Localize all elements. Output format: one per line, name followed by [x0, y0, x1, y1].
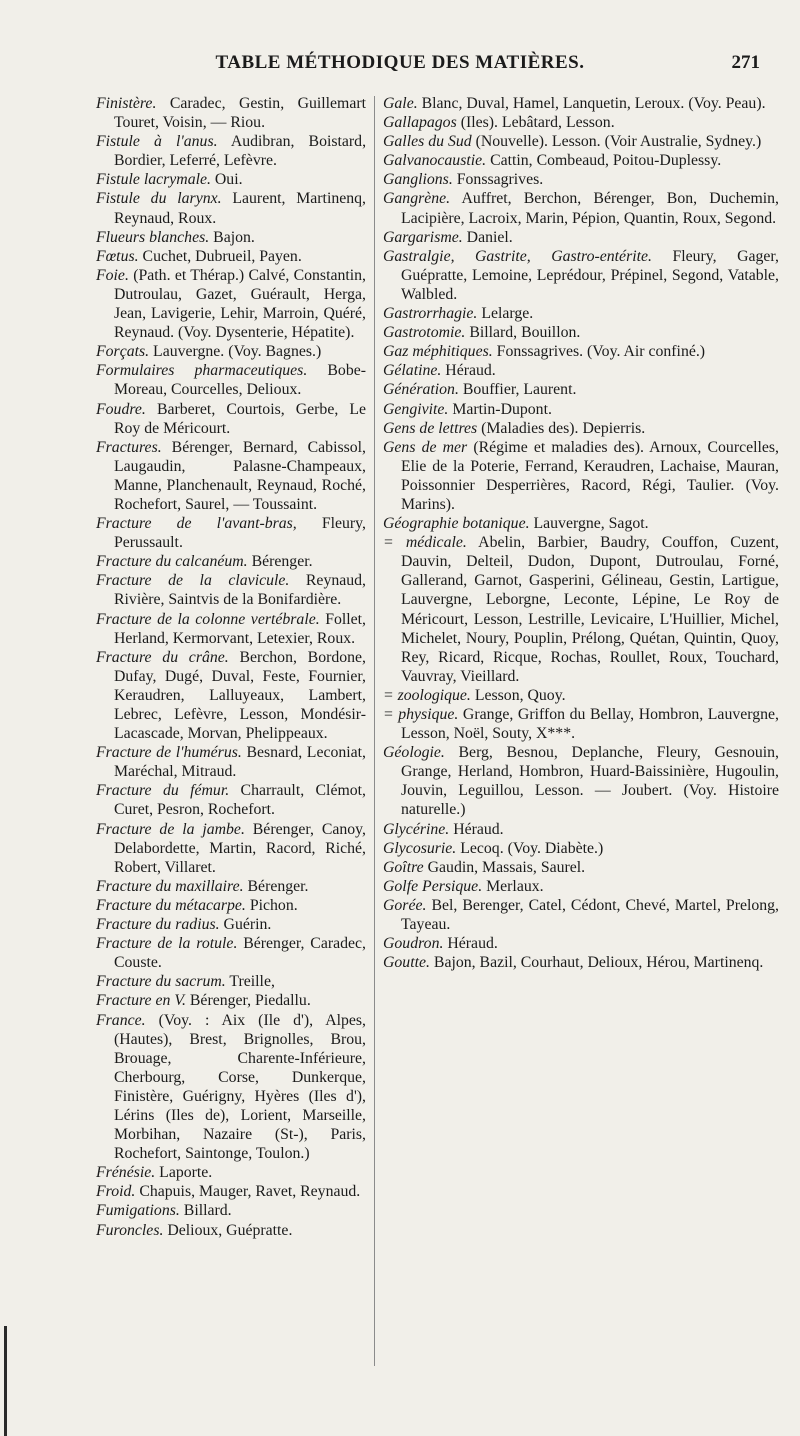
index-entry — [96, 342, 366, 361]
index-term: Fistule à l'anus. — [96, 133, 218, 151]
index-entry — [96, 266, 366, 342]
index-authors: Follet, Herland, Kermorvant, Letexier, Roux. — [114, 610, 366, 647]
index-term: Galvanocaustie. — [383, 152, 487, 170]
index-entry — [96, 877, 366, 896]
index-entry — [96, 1011, 366, 1164]
column-divider — [374, 96, 375, 1366]
right-column — [383, 94, 779, 972]
index-authors: Lauvergne. (Voy. Bagnes.) — [153, 343, 322, 361]
index-term: Finistère. — [96, 95, 157, 112]
index-authors: Abelin, Barbier, Baudry, Couffon, Cuzent, Dauvin, Delteil, Dudon, Dupont, Dutroulau, Forné, Gallerand, Garnot, Gasperini, Gélineau, Gestin, Lartigue, Lauvergne, Leborgne, Leconte, Lépine, Le Roy de Méricourt, Lesson, Lestrille, Levicaire, L'Huillier, Michel, Michelet, Noury, Pouplin, Prélong, Quétan, Quintin, Quoy, Rey, Ricard, Ricque, Rochas, Roullet, Roux, Touchard, Vauvray, Vieillard. — [401, 534, 779, 685]
index-authors: Lelarge. — [481, 305, 534, 323]
index-authors: Bel, Berenger, Catel, Cédont, Chevé, Martel, Prelong, Tayeau. — [401, 896, 780, 934]
index-entry — [383, 514, 779, 533]
index-entry — [383, 896, 779, 934]
index-entry — [383, 94, 779, 113]
index-entry — [96, 915, 366, 934]
index-authors: Reynaud, Rivière, Saintvis de la Bonifardière. — [114, 572, 366, 609]
index-entry — [383, 953, 779, 972]
index-entry — [383, 743, 779, 819]
index-entry — [383, 113, 779, 132]
index-authors: Bérenger, Piedallu. — [189, 992, 311, 1010]
index-entry — [96, 228, 366, 247]
index-authors: Héraud. — [447, 935, 498, 953]
index-term: Flueurs blanches. — [96, 228, 210, 246]
index-entry — [96, 247, 366, 266]
index-term: Furoncles. — [96, 1221, 164, 1239]
index-entry — [96, 170, 366, 189]
index-authors: Berchon, Bordone, Dufay, Dugé, Duval, Feste, Fournier, Keraudren, Lalluyeaux, Lambert, Lebrec, Lefèvre, Lesson, Mondésir-Lacascade, Morvan, Phelippeaux. — [114, 648, 367, 743]
index-entry — [96, 571, 366, 609]
index-authors: (Nouvelle). Lesson. (Voir Australie, Sydney.) — [475, 133, 762, 151]
index-entry — [383, 132, 779, 151]
index-term: Fracture du maxillaire. — [96, 877, 244, 895]
index-authors: Fleury, Gager, Guépratte, Lemoine, Leprédour, Prépinel, Segond, Vatable, Walbled. — [401, 247, 779, 303]
index-authors: Héraud. — [453, 820, 504, 838]
index-entry — [96, 610, 366, 648]
index-entry — [96, 820, 366, 877]
index-entry — [96, 552, 366, 571]
index-entry — [383, 380, 779, 399]
index-authors: Gaudin, Massais, Saurel. — [427, 858, 586, 876]
index-term: Galles du Sud — [383, 133, 472, 151]
index-term: Fracture de la clavicule. — [96, 572, 290, 590]
index-entry — [96, 400, 366, 438]
index-entry — [96, 514, 366, 552]
index-term: Foudre. — [96, 400, 146, 418]
index-authors: Besnard, Leconiat, Maréchal, Mitraud. — [114, 744, 367, 781]
index-authors: Daniel. — [466, 228, 513, 246]
index-term: Glycérine. — [383, 820, 450, 838]
index-authors: Auffret, Berchon, Bérenger, Bon, Duchemin, Lacipière, Lacroix, Marin, Pépion, Quantin, Roux, Segond. — [401, 190, 780, 227]
index-authors: (Path. et Thérap.) Calvé, Constantin, Dutroulau, Gazet, Guérault, Herga, Jean, Lavigerie, Lehir, Marroin, Quéré, Reynaud. (Voy. Dysenterie, Hépatite). — [114, 266, 366, 342]
index-term: Fracture du radius. — [96, 916, 220, 934]
index-term: = physique. — [383, 706, 459, 723]
index-entry — [383, 686, 779, 705]
running-head — [0, 52, 800, 82]
index-term: Froid. — [96, 1183, 136, 1201]
index-entry — [96, 94, 366, 132]
index-entry — [383, 705, 779, 743]
index-authors: Billard. — [183, 1202, 232, 1220]
index-authors: Lauvergne, Sagot. — [533, 515, 649, 533]
index-entry — [383, 170, 779, 189]
index-entry — [383, 323, 779, 342]
index-term: Géologie. — [383, 744, 445, 762]
index-entry — [383, 247, 779, 304]
index-entry — [383, 820, 779, 839]
index-term: Gorée. — [383, 896, 427, 914]
index-entry — [383, 361, 779, 380]
index-term: = zoologique. — [383, 686, 471, 704]
index-term: Goître — [383, 858, 424, 876]
index-authors: Grange, Griffon du Bellay, Hombron, Lauvergne, Lesson, Noël, Souty, X***. — [401, 706, 779, 743]
page-number: 271 — [731, 52, 760, 73]
index-authors: Audibran, Boistard, Bordier, Leferré, Lefèvre. — [114, 133, 367, 170]
index-term: Fracture de l'humérus. — [96, 744, 242, 762]
index-authors: Bajon. — [213, 228, 255, 246]
index-authors: Bouffier, Laurent. — [462, 381, 577, 399]
index-authors: Barberet, Courtois, Gerbe, Le Roy de Méricourt. — [114, 400, 366, 437]
index-entry — [96, 991, 366, 1010]
index-authors: Bajon, Bazil, Courhaut, Delioux, Hérou, Martinenq. — [433, 954, 764, 972]
index-entry — [383, 877, 779, 896]
index-entry — [383, 839, 779, 858]
index-entry — [96, 743, 366, 781]
index-entry — [383, 151, 779, 170]
index-authors: (Voy. : Aix (Ile d'), Alpes, (Hautes), Brest, Brignolles, Brou, Brouage, Charente-Inférieure, Cherbourg, Corse, Dunkerque, Finistère, Guérigny, Hyères (Iles d'), Lérins (Iles de), Lorient, Marseille, Morbihan, Nazaire (St-), Paris, Rochefort, Saintonge, Toulon.) — [114, 1011, 366, 1163]
index-term: Fracture de la rotule. — [96, 935, 238, 953]
index-term: Fracture de la jambe. — [96, 820, 245, 838]
index-term: Goudron. — [383, 935, 444, 953]
index-term: Gale. — [383, 95, 418, 112]
index-authors: Fleury, Perussault. — [114, 515, 366, 552]
index-term: Gastrotomie. — [383, 324, 466, 342]
index-term: Fracture de la colonne vertébrale. — [96, 610, 320, 628]
index-term: Gastrorrhagie. — [383, 305, 478, 323]
index-term: Fracture du calcanéum. — [96, 553, 248, 571]
index-term: Frénésie. — [96, 1164, 156, 1182]
index-entry — [383, 858, 779, 877]
index-entry — [383, 400, 779, 419]
index-authors: Caradec, Gestin, Guillemart Touret, Voisin, — Riou. — [114, 95, 367, 132]
index-term: Gélatine. — [383, 362, 442, 380]
index-authors: Laurent, Martinenq, Reynaud, Roux. — [114, 190, 366, 227]
index-term: Forçats. — [96, 343, 150, 361]
index-authors: Bérenger, Caradec, Couste. — [114, 935, 366, 972]
index-authors: Cattin, Combeaud, Poitou-Duplessy. — [490, 152, 722, 170]
index-term: Gallapagos — [383, 114, 457, 132]
index-term: Gengivite. — [383, 400, 449, 418]
index-authors: Billard, Bouillon. — [469, 324, 581, 342]
index-term: Fistule lacrymale. — [96, 171, 211, 189]
index-term: Goutte. — [383, 954, 430, 972]
index-authors: Cuchet, Dubrueil, Payen. — [142, 247, 302, 265]
index-authors: Laporte. — [159, 1164, 213, 1182]
index-term: Gens de lettres — [383, 419, 478, 437]
index-term: Golfe Persique. — [383, 877, 483, 895]
index-term: = médicale. — [383, 534, 467, 552]
index-authors: Treille, — [229, 973, 275, 991]
index-authors: Lecoq. (Voy. Diabète.) — [460, 839, 604, 857]
index-authors: Fonssagrives. — [456, 171, 544, 189]
index-entry — [96, 438, 366, 514]
index-entry — [383, 304, 779, 323]
index-term: Fœtus. — [96, 247, 139, 265]
index-authors: (Régime et maladies des). Arnoux, Courcelles, Elie de la Poterie, Ferrand, Keraudren, Lachaise, Mauran, Poissonnier Desperrières, Racord, Régi, Taulier. (Voy. Marins). — [401, 438, 780, 513]
index-authors: Berg, Besnou, Deplanche, Fleury, Gesnouin, Grange, Herland, Hombron, Huard-Baissinière, Hugoulin, Jouvin, Leguillou, Lesson. — Joubert. (Voy. Histoire naturelle.) — [401, 744, 779, 819]
index-term: Génération. — [383, 381, 459, 399]
index-term: Fracture du métacarpe. — [96, 896, 246, 914]
index-authors: Guérin. — [223, 916, 272, 934]
index-entry — [383, 419, 779, 438]
page-title: TABLE MÉTHODIQUE DES MATIÈRES. — [215, 52, 585, 73]
index-term: Foie. — [96, 266, 129, 284]
index-term: Fistule du larynx. — [96, 190, 222, 208]
index-authors: (Iles). Lebâtard, Lesson. — [460, 114, 615, 132]
index-entry — [383, 533, 779, 686]
index-term: Fracture en V. — [96, 992, 186, 1010]
index-authors: Pichon. — [249, 896, 298, 914]
left-column — [96, 94, 366, 1240]
index-authors: Bobe-Moreau, Courcelles, Delioux. — [114, 362, 366, 399]
index-term: Fracture du fémur. — [96, 782, 230, 800]
index-term: Gangrène. — [383, 190, 451, 208]
index-entry — [96, 648, 366, 743]
index-authors: Blanc, Duval, Hamel, Lanquetin, Leroux. (Voy. Peau). — [421, 95, 766, 112]
index-authors: Chapuis, Mauger, Ravet, Reynaud. — [139, 1183, 361, 1201]
index-authors: Lesson, Quoy. — [474, 686, 566, 704]
index-term: Fracture du crâne. — [96, 648, 229, 666]
index-term: Fracture du sacrum. — [96, 973, 226, 991]
index-entry — [96, 934, 366, 972]
index-entry — [383, 934, 779, 953]
index-authors: Delioux, Guépratte. — [167, 1221, 293, 1239]
index-term: Gaz méphitiques. — [383, 343, 493, 361]
index-entry — [96, 1182, 366, 1201]
index-entry — [96, 896, 366, 915]
index-authors: Bérenger. — [251, 553, 313, 571]
index-entry — [96, 972, 366, 991]
index-entry — [96, 1163, 366, 1182]
index-term: Gens de mer — [383, 438, 468, 456]
index-term: France. — [96, 1011, 146, 1029]
index-entry — [96, 1201, 366, 1220]
index-term: Ganglions. — [383, 171, 453, 189]
index-entry — [383, 342, 779, 361]
index-authors: Merlaux. — [486, 877, 544, 895]
index-term: Fractures. — [96, 438, 162, 456]
page-edge-mark — [4, 1326, 7, 1436]
index-entry — [383, 438, 779, 514]
index-entry — [383, 189, 779, 227]
index-entry — [96, 1221, 366, 1240]
index-authors: Héraud. — [445, 362, 496, 380]
index-authors: Oui. — [214, 171, 243, 189]
index-entry — [383, 228, 779, 247]
index-authors: Bérenger. — [247, 877, 309, 895]
index-authors: Fonssagrives. (Voy. Air confiné.) — [496, 343, 706, 361]
index-authors: Bérenger, Bernard, Cabissol, Laugaudin, Palasne-Champeaux, Manne, Planchenault, Reynaud, Roché, Rochefort, Saurel, — Toussaint. — [114, 438, 367, 513]
index-term: Gargarisme. — [383, 228, 463, 246]
index-term: Fracture de l'avant-bras, — [96, 515, 297, 533]
index-entry — [96, 781, 366, 819]
index-authors: (Maladies des). Depierris. — [481, 419, 646, 437]
index-term: Gastralgie, Gastrite, Gastro-entérite. — [383, 247, 652, 265]
index-term: Géographie botanique. — [383, 515, 530, 533]
index-authors: Martin-Dupont. — [452, 400, 552, 418]
index-term: Glycosurie. — [383, 839, 457, 857]
index-entry — [96, 361, 366, 399]
index-term: Fumigations. — [96, 1202, 180, 1220]
index-authors: Bérenger, Canoy, Delabordette, Martin, Racord, Riché, Robert, Villaret. — [114, 820, 366, 876]
index-authors: Charrault, Clémot, Curet, Pesron, Rochefort. — [114, 782, 366, 819]
index-term: Formulaires pharmaceutiques. — [96, 362, 308, 380]
index-entry — [96, 132, 366, 170]
index-entry — [96, 189, 366, 227]
